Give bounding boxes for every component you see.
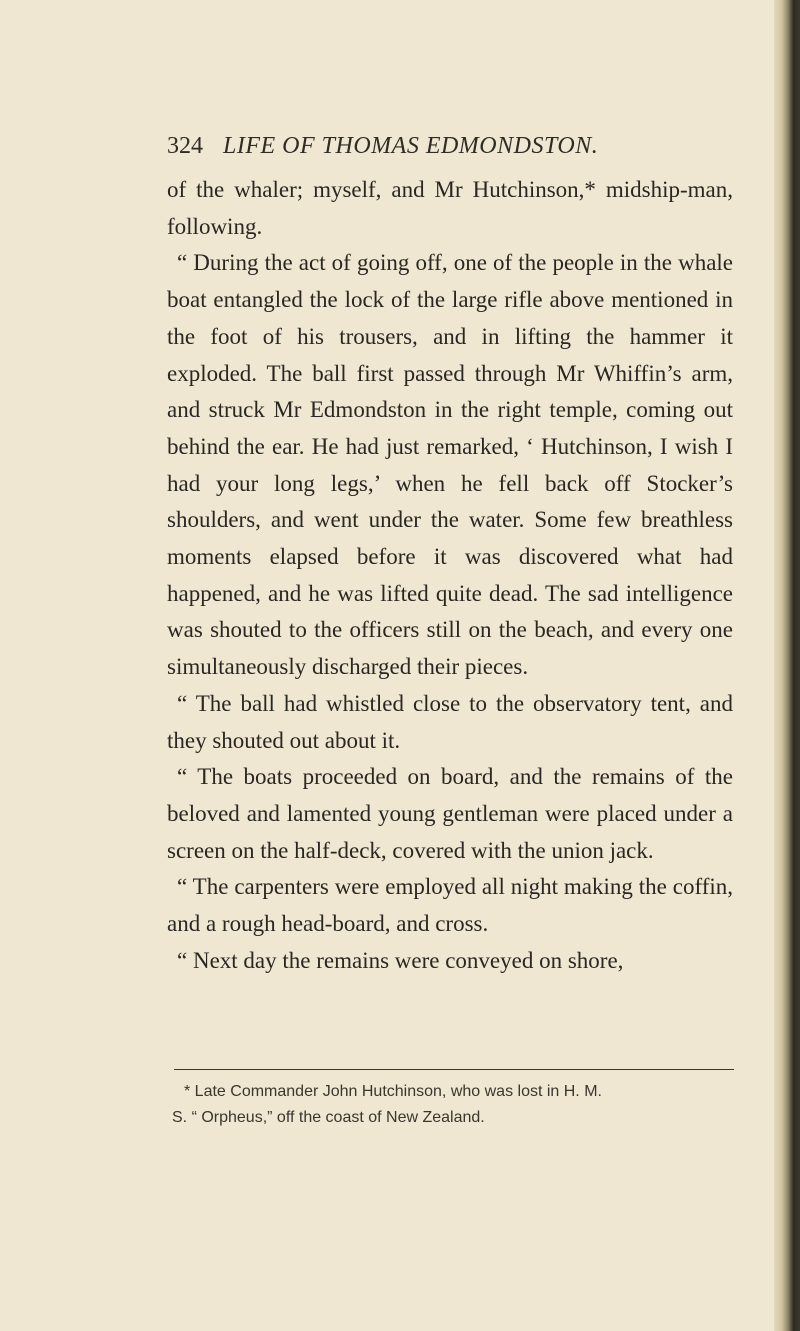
paragraph-3: “ The ball had whistled close to the observatory tent, and they shouted out about it. [167,690,733,753]
running-header [167,133,727,169]
paragraph-4: “ The boats proceeded on board, and the remains of the beloved and lamented young gentleman were placed under a screen on the half-deck, covered with the union jack. [167,764,733,863]
footnote-line-2: S. “ Orpheus,” off the coast of New Zealand. [172,1109,485,1126]
paragraph-2: “ During the act of going off, one of the people in the whale boat entangled the lock of the large rifle above mentioned in the foot of his trousers, and in lifting the hammer it exploded. The ball first passed through Mr Whiffin’s arm, and struck Mr Edmondston in the right temple, coming out behind the ear. He had just remarked, ‘ Hutchinson, I wish I had your long legs,’ when he fell back off Stocker’s shoulders, and went under the water. Some few breathless moments elapsed before it was discovered what had happened, and he was lifted quite dead. The sad intelligence was shouted to the officers still on the beach, and every one simultaneously discharged their pieces. [167,250,733,680]
body-text [167,172,733,979]
page-number: 324 [167,133,203,159]
footnote-line-1: * Late Commander John Hutchinson, who was lost in H. M. [184,1083,602,1100]
page-gutter-shadow [774,0,800,1331]
paragraph-1: of the whaler; myself, and Mr Hutchinson,* midship-man, following. [167,177,733,239]
footnote [172,1079,742,1131]
running-title: LIFE OF THOMAS EDMONDSTON. [223,133,599,159]
footnote-rule [174,1069,734,1070]
paragraph-6: “ Next day the remains were conveyed on shore, [177,947,624,973]
paragraph-5: “ The carpenters were employed all night making the coffin, and a rough head-board, and cross. [167,874,733,937]
